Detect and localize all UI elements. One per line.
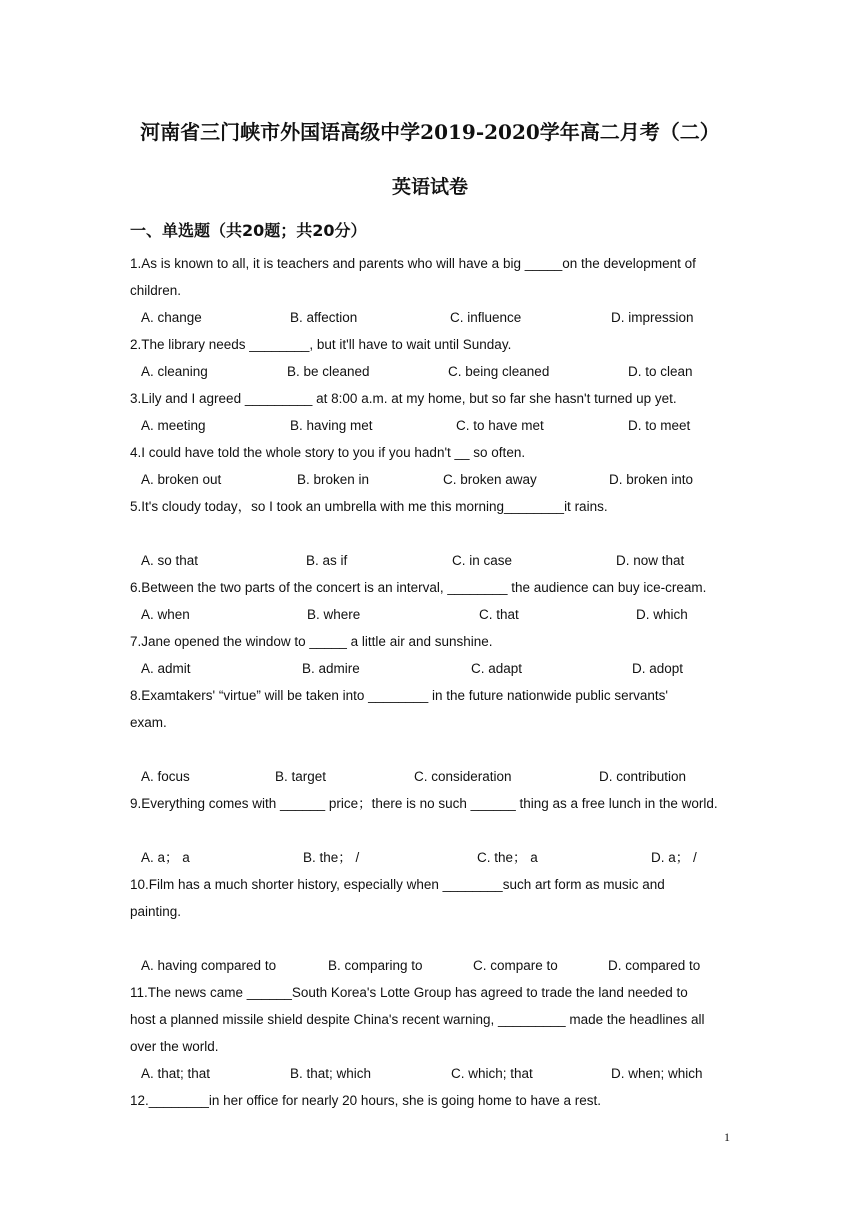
option-d: D. when; which [611,1066,703,1081]
option-b: B. having met [290,418,373,433]
option-a: A. focus [141,769,190,784]
question-line: 5.It's cloudy today，so I took an umbrella with me this morning________it rains. [130,499,608,514]
option-b: B. admire [302,661,360,676]
question-line: 12.________in her office for nearly 20 hours, she is going home to have a rest. [130,1093,602,1108]
option-a: A. meeting [141,418,206,433]
question-line: 8.Examtakers' “virtue” will be taken into ________ in the future nationwide public servants' [130,688,668,703]
question-line: 3.Lily and I agreed _________ at 8:00 a.m. at my home, but so far she hasn't turned up yet. [130,391,677,406]
question-line: 9.Everything comes with ______ price；there is no such ______ thing as a free lunch in the world. [130,796,718,811]
option-b: B. the； / [303,850,360,865]
question-line: painting. [130,904,182,919]
option-a: A. having compared to [141,958,277,973]
question-line: 4.I could have told the whole story to you if you hadn't __ so often. [130,445,526,460]
question-line: 7.Jane opened the window to _____ a little air and sunshine. [130,634,493,649]
question-line: 6.Between the two parts of the concert is an interval, ________ the audience can buy ice-cream. [130,580,707,595]
option-a: A. a； a [141,850,190,865]
option-a: A. so that [141,553,199,568]
option-b: B. be cleaned [287,364,370,379]
option-d: D. impression [611,310,694,325]
question-line: 1.As is known to all, it is teachers and parents who will have a big _____on the development of [130,256,696,271]
option-a: A. admit [141,661,191,676]
option-d: D. compared to [608,958,701,973]
document-title: 河南省三门峡市外国语高级中学2019-2020学年高二月考（二） [140,120,720,144]
option-d: D. now that [616,553,685,568]
option-b: B. comparing to [328,958,423,973]
option-a: A. broken out [141,472,222,487]
option-b: B. where [307,607,361,622]
option-c: C. which; that [451,1066,533,1081]
option-a: A. that; that [141,1066,211,1081]
option-c: C. the； a [477,850,538,865]
option-d: D. to meet [628,418,691,433]
option-b: B. that; which [290,1066,372,1081]
option-d: D. which [636,607,688,622]
question-line: 10.Film has a much shorter history, especially when ________such art form as music and [130,877,665,892]
question-line: exam. [130,715,167,730]
option-c: C. consideration [414,769,512,784]
option-c: C. broken away [443,472,537,487]
option-b: B. target [275,769,327,784]
question-line: host a planned missile shield despite China's recent warning, _________ made the headlines all [130,1012,705,1027]
option-b: B. affection [290,310,358,325]
question-line: 2.The library needs ________, but it'll have to wait until Sunday. [130,337,512,352]
option-c: C. adapt [471,661,523,676]
option-c: C. in case [452,553,513,568]
option-d: D. to clean [628,364,693,379]
option-c: C. to have met [456,418,544,433]
option-d: D. broken into [609,472,694,487]
option-a: A. when [141,607,190,622]
question-line: 11.The news came ______South Korea's Lotte Group has agreed to trade the land needed to [130,985,688,1000]
option-b: B. broken in [297,472,370,487]
page-number: 1 [724,1130,730,1144]
option-d: D. a； / [651,850,697,865]
option-c: C. being cleaned [448,364,550,379]
question-line: children. [130,283,182,298]
option-c: C. that [479,607,519,622]
question-line: over the world. [130,1039,219,1054]
option-d: D. adopt [632,661,684,676]
option-c: C. compare to [473,958,558,973]
option-c: C. influence [450,310,522,325]
document-subtitle: 英语试卷 [391,176,468,198]
section-heading: 一、单选题（共20题；共20分） [130,221,367,240]
option-a: A. cleaning [141,364,208,379]
option-d: D. contribution [599,769,687,784]
option-b: B. as if [306,553,348,568]
option-a: A. change [141,310,202,325]
